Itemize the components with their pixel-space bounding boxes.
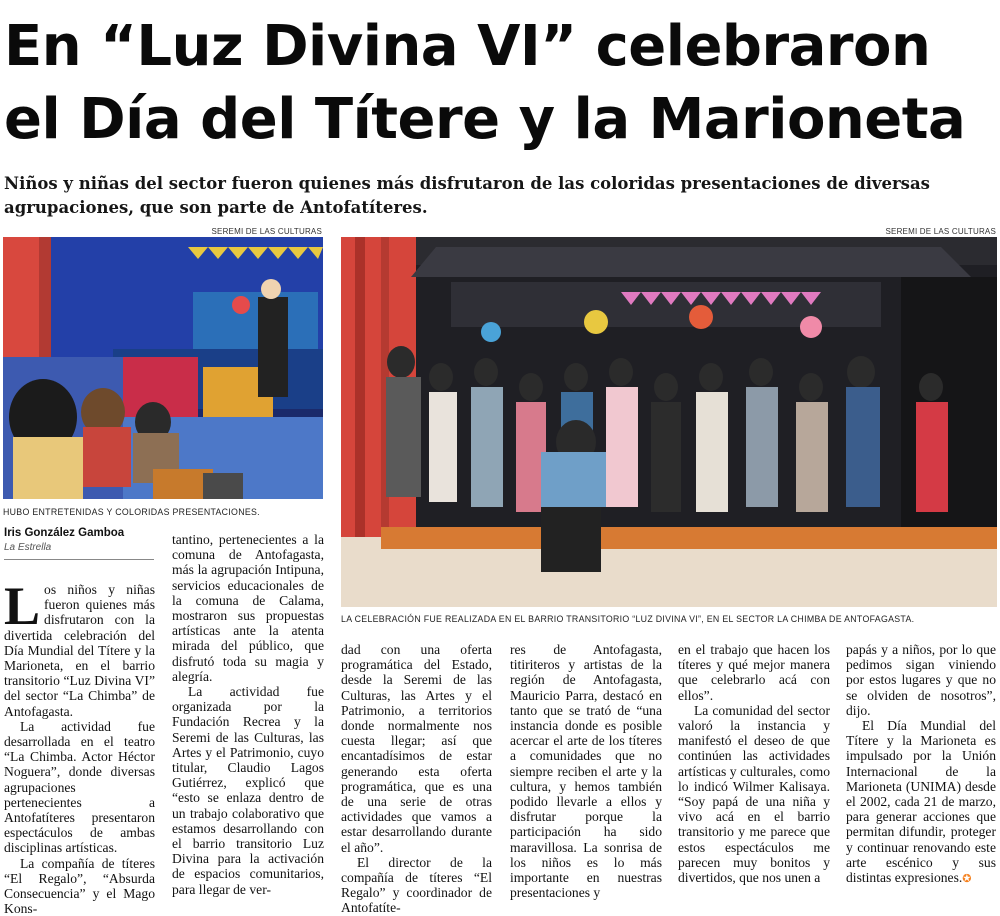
byline-author: Iris González Gamboa xyxy=(4,527,125,539)
paragraph-7: El Día Mundial del Títere y la Marioneta es impulsado por la Unión Internacional de la Marioneta (UNIMA) desde el 2002, cada 21 de marzo, para generar acciones que permitan difundir, proteger y continuar renovando este arte escénico y sus distintas expresiones. xyxy=(846,718,996,886)
article-column-4 xyxy=(510,642,662,901)
dropcap-letter: L xyxy=(4,576,41,636)
paragraph-3-start: La compañía de títeres “El Regalo”, “Absurda Consecuencia” y el Mago Kons- xyxy=(4,855,155,916)
paragraph-4-start: La actividad fue organizada por la Fundación Recrea y la Seremi de las Culturas, las Artes y el Patrimonio, cuyo titular, Claudio Lagos Gutiérrez, explicó que “esto se enlaza dentro de un trabajo colaborativo que estamos desarrollando con el barrio transitorio Luz Divina para la activación de espacios comunitarios, para llegar de ver- xyxy=(172,684,324,897)
photo-caption-left: HUBO ENTRETENIDAS Y COLORIDAS PRESENTACIONES. xyxy=(3,507,260,517)
article-column-5 xyxy=(678,642,830,890)
article-column-3 xyxy=(341,642,492,916)
photo-puppet-show-image xyxy=(3,237,323,499)
paragraph-6-start: La comunidad del sector valoró la instancia y manifestó el deseo de que continúen las actividades artísticas y culturales, como lo indicó Wilmer Kalisaya. “Soy papá de una niña y vivo acá en el barrio transitorio y me parece que estos espectáculos me parecen muy bonitos y divertidos, que nos unen a xyxy=(678,702,830,886)
article-column-6 xyxy=(846,642,996,890)
paragraph-5-cont: res de Antofagasta, titiriteros y artistas de la región de Antofagasta, Mauricio Parra, destacó en tanto que se trató de “una instancia donde es posible acercar el arte de los títeres a comunidades que no siempre reciben el arte y la cultura, y hemos también podido llevarle a ellos y disfrutar porque la participación ha sido maravillosa. La sonrisa de los niños es lo más importante en nuestras presentaciones y xyxy=(510,642,662,901)
end-mark-icon: ✪ xyxy=(962,873,972,886)
photo-puppet-show xyxy=(3,237,323,499)
paragraph-5-end: en el trabajo que hacen los títeres y qué mejor manera que celebrarlo acá con ellos”. xyxy=(678,642,830,703)
paragraph-3-cont: tantino, pertenecientes a la comuna de Antofagasta, más la agrupación Intipuna, servicios educacionales de la comuna de Calama, mostraron sus propuestas artísticas ante la atenta mirada del público, que disfrutó toda su magia y alegría. xyxy=(172,532,324,684)
byline-rule xyxy=(4,559,154,560)
paragraph-5-start: El director de la compañía de títeres “El Regalo” y coordinador de Antofatíte- xyxy=(341,854,492,916)
subhead: Niños y niñas del sector fueron quienes más disfrutaron de las coloridas presentaciones de diversas agrupaciones, que son parte de Antofatíteres. xyxy=(4,174,930,217)
photo-celebration-group-image xyxy=(341,237,997,607)
byline-source: La Estrella xyxy=(4,542,52,553)
photo-credit-right: SEREMI DE LAS CULTURAS xyxy=(885,227,996,236)
headline: En “Luz Divina VI” celebraron el Día del Títere y la Marioneta xyxy=(4,14,966,152)
article-column-1 xyxy=(4,576,155,916)
paragraph-6-end: papás y a niños, por lo que pedimos sigan viniendo por estos lugares y que no se olviden de nosotros”, dijo. xyxy=(846,642,996,718)
paragraph-2: La actividad fue desarrollada en el teatro “La Chimba. Actor Héctor Noguera”, donde diversas agrupaciones pertenecientes a Antofatíteres presentaron espectáculos de ambas disciplinas artísticas. xyxy=(4,718,155,856)
photo-caption-right: LA CELEBRACIÓN FUE REALIZADA EN EL BARRIO TRANSITORIO “LUZ DIVINA VI”, EN EL SECTOR LA CHIMBA DE ANTOFAGASTA. xyxy=(341,614,915,624)
paragraph-4-cont: dad con una oferta programática del Estado, desde la Seremi de las Culturas, las Artes y el Patrimonio, a territorios donde normalmente nos cuesta llegar; así que encantadísimos de estar generando esta oferta programática, que es una de una serie de otras actividades que vamos a estar desarrollando durante el año”. xyxy=(341,642,492,855)
paragraph-1: os niños y niñas fueron quienes más disfrutaron con la divertida celebración del Día Mundial del Títere y la Marioneta, en el barrio transitorio “Luz Divina VI” del sector “La Chimba” de Antofagasta. xyxy=(4,582,155,719)
photo-celebration-group xyxy=(341,237,997,607)
article-column-2 xyxy=(172,532,324,897)
photo-credit-left: SEREMI DE LAS CULTURAS xyxy=(211,227,322,236)
